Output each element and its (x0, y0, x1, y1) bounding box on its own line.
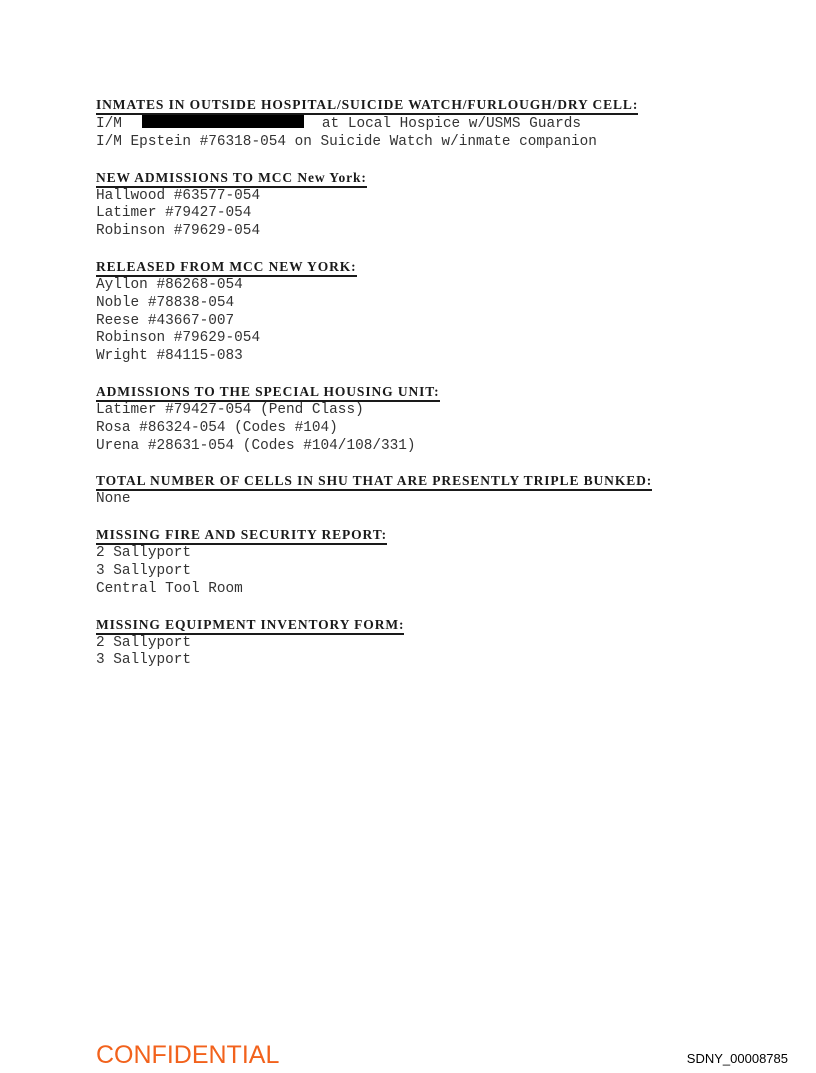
list-item: 2 Sallyport (96, 634, 191, 651)
list-item: Latimer #79427-054 (96, 205, 252, 222)
list-item: Latimer #79427-054 (Pend Class) (96, 401, 364, 418)
section-heading: ADMISSIONS TO THE SPECIAL HOUSING UNIT: (96, 384, 440, 402)
confidential-label: CONFIDENTIAL (96, 1041, 280, 1069)
list-item: Urena #28631-054 (Codes #104/108/331) (96, 437, 416, 454)
section-outside-hospital (96, 96, 736, 152)
list-item: None (96, 491, 131, 508)
list-item: Wright #84115-083 (96, 348, 243, 365)
list-item: 3 Sallyport (96, 562, 191, 579)
document-body (96, 96, 736, 687)
section-released (96, 258, 736, 366)
list-item: Noble #78838-054 (96, 294, 235, 311)
section-triple-bunked (96, 472, 736, 509)
section-new-admissions (96, 169, 736, 241)
section-missing-fire-security (96, 526, 736, 598)
list-item: Central Tool Room (96, 580, 243, 597)
section-shu-admissions (96, 383, 736, 455)
section-heading: MISSING FIRE AND SECURITY REPORT: (96, 527, 387, 545)
list-item: Ayllon #86268-054 (96, 276, 243, 293)
list-item: Robinson #79629-054 (96, 330, 261, 347)
bates-number: SDNY_00008785 (686, 1051, 788, 1066)
redaction-block (142, 115, 304, 128)
list-item: Robinson #79629-054 (96, 223, 261, 240)
section-missing-equipment (96, 616, 736, 671)
list-item (96, 115, 736, 134)
list-item: Hallwood #63577-054 (96, 187, 261, 204)
list-item: Reese #43667-007 (96, 312, 235, 329)
list-item: 2 Sallyport (96, 545, 191, 562)
list-item: I/M Epstein #76318-054 on Suicide Watch w/inmate companion (96, 133, 597, 150)
section-heading: TOTAL NUMBER OF CELLS IN SHU THAT ARE PRESENTLY TRIPLE BUNKED: (96, 473, 652, 491)
section-heading: NEW ADMISSIONS TO MCC New York: (96, 170, 367, 188)
list-item: Rosa #86324-054 (Codes #104) (96, 419, 338, 436)
section-heading: INMATES IN OUTSIDE HOSPITAL/SUICIDE WATCH/FURLOUGH/DRY CELL: (96, 97, 638, 115)
section-heading: MISSING EQUIPMENT INVENTORY FORM: (96, 617, 404, 635)
list-item: 3 Sallyport (96, 652, 191, 669)
inmate-status: at Local Hospice w/USMS Guards (321, 116, 581, 132)
inmate-prefix: I/M (96, 116, 122, 132)
section-heading: RELEASED FROM MCC NEW YORK: (96, 259, 357, 277)
